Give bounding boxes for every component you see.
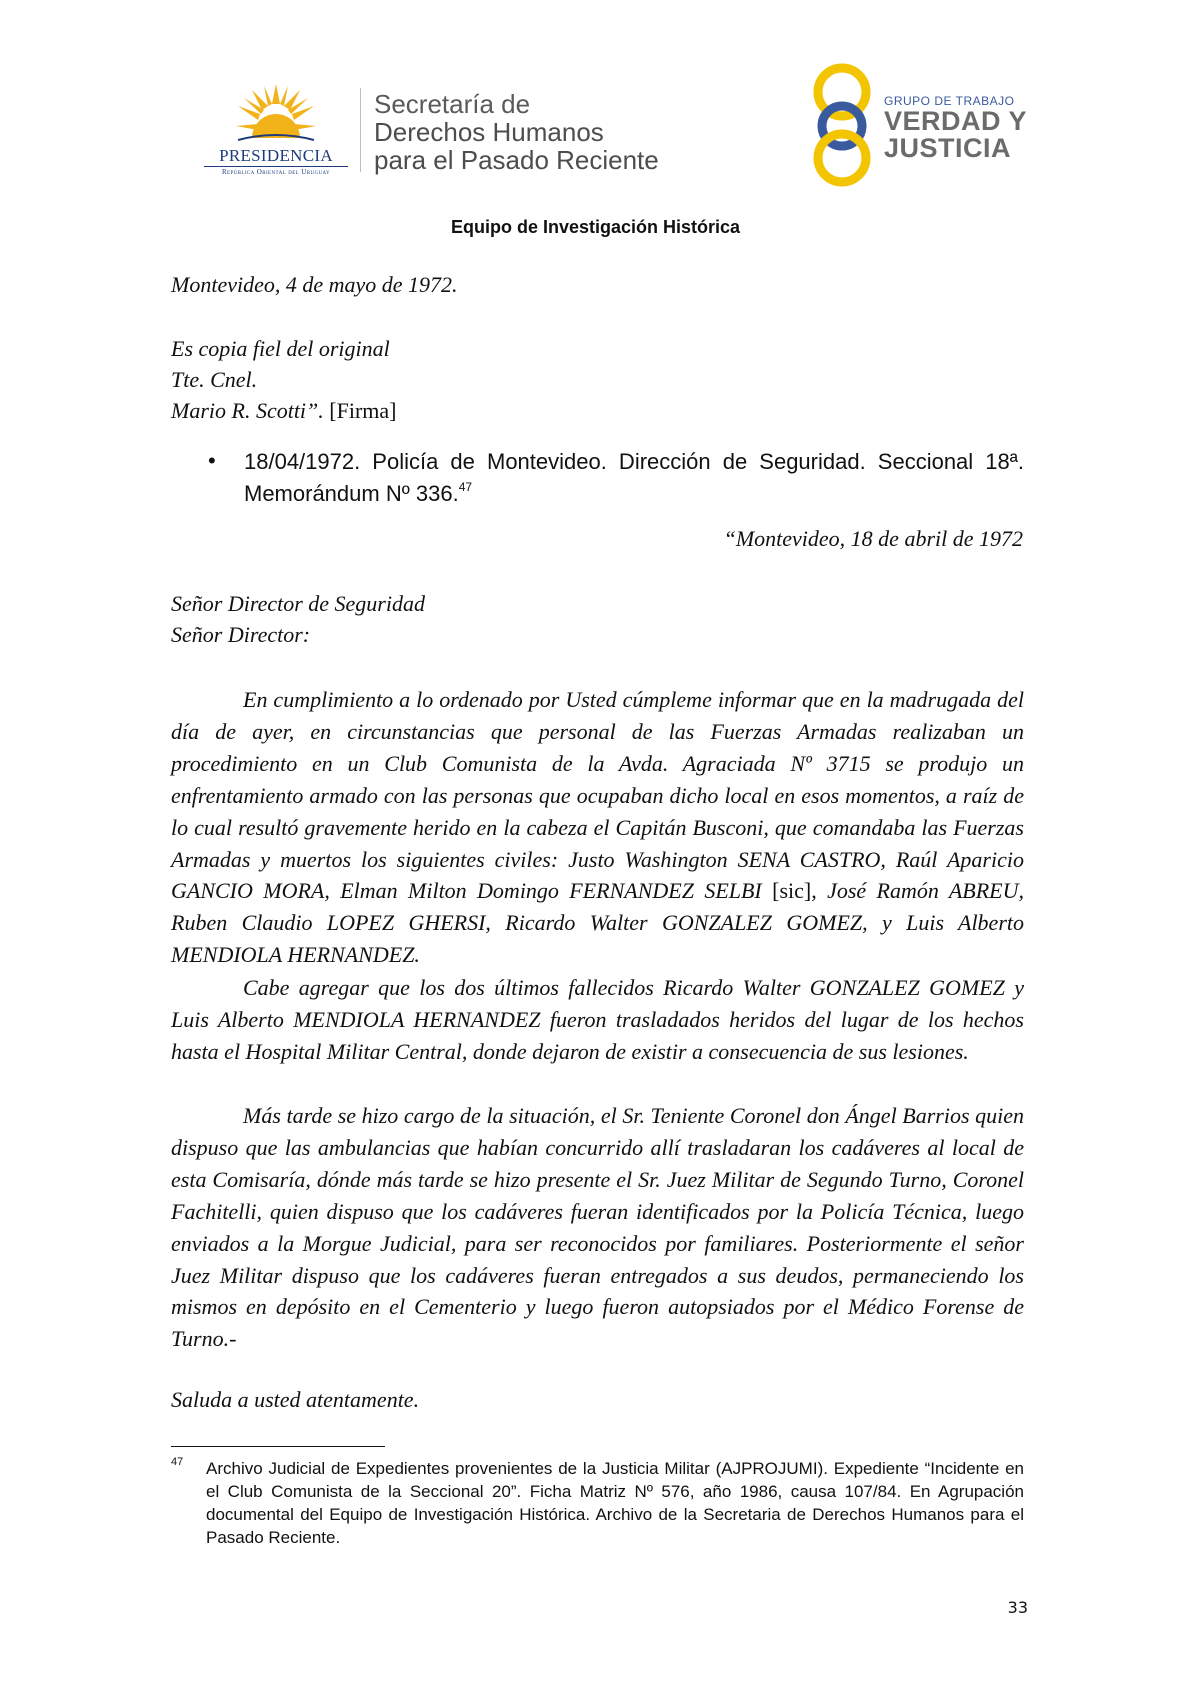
sic-note: [sic] (761, 878, 812, 904)
salutation-1: Señor Director de Seguridad (171, 591, 425, 616)
secretaria-wordmark (374, 90, 659, 174)
sun-emblem-icon (234, 82, 318, 144)
presidencia-name: PRESIDENCIA (219, 146, 333, 165)
paragraph-1-text-cont: , José Ramón ABREU, Ruben Claudio LOPEZ GHERSI, Ricardo Walter GONZALEZ GOMEZ, y Luis Alberto MENDIOLA HERNANDEZ. (171, 878, 1024, 968)
gtvj-title-line-1: VERDAD Y (884, 106, 1028, 136)
team-heading: Equipo de Investigación Histórica (450, 217, 741, 237)
paragraph-3: Más tarde se hizo cargo de la situación, el Sr. Teniente Coronel don Ángel Barrios quien dispuso que las ambulancias que habían concurrido allí trasladaran los cadáveres al local de esta Comisaría, dónde más tarde se hizo presente el Sr. Juez Militar de Segundo Turno, Coronel Fachitelli, quien dispuso que los cadáveres fueran identificados por la Policía Técnica, luego enviados a la Morgue Judicial, para ser reconocidos por familiares. Posteriormente el señor Juez Militar dispuso que los cadáveres fueran entregados a sus deudos, permaneciendo los mismos en depósito en el Cementerio y luego fueron autopsiados por el Médico Forense de Turno.- (171, 1103, 1024, 1352)
memo-date: “Montevideo, 18 de abril de 1972 (723, 526, 1023, 551)
paragraph-1 (171, 684, 1024, 971)
secretaria-line-2: Derechos Humanos (374, 117, 604, 147)
presidencia-subtitle: República Oriental del Uruguay (221, 168, 331, 176)
document-entry-text: 18/04/1972. Policía de Montevideo. Dirección de Seguridad. Seccional 18ª. Memorándum Nº 336. (244, 449, 1024, 506)
verdad-justicia-logo (808, 62, 1028, 188)
paragraph-2: Cabe agregar que los dos últimos fallecidos Ricardo Walter GONZALEZ GOMEZ y Luis Alberto MENDIOLA HERNANDEZ fueron trasladados heridos del lugar de los hechos hasta el Hospital Militar Central, donde dejaron de existir a consecuencia de sus lesiones. (171, 975, 1024, 1064)
footnote-rule (171, 1446, 385, 1447)
date-line: Montevideo, 4 de mayo de 1972. (171, 272, 458, 297)
copy-line-1: Es copia fiel del original (171, 336, 390, 361)
closing-line: Saluda a usted atentamente. (171, 1387, 420, 1412)
linked-rings-icon (808, 62, 878, 188)
signer-name: Mario R. Scotti”. (171, 398, 324, 423)
footnote-ref: 47 (458, 480, 473, 494)
document-entry (244, 446, 1024, 510)
signature-line (171, 398, 396, 424)
copy-line-2: Tte. Cnel. (171, 367, 258, 392)
gtvj-title (884, 108, 1027, 162)
bullet-icon: • (208, 448, 216, 473)
presidencia-logo (196, 82, 356, 182)
gtvj-title-line-2: JUSTICIA (884, 133, 1012, 163)
salutation-2: Señor Director: (171, 622, 311, 647)
secretaria-line-1: Secretaría de (374, 89, 531, 119)
footnote-number: 47 (171, 1456, 184, 1468)
page-number: 33 (1007, 1598, 1028, 1617)
signature-note: [Firma] (323, 398, 397, 423)
secretaria-line-3: para el Pasado Reciente (374, 145, 659, 175)
presidencia-rule (204, 166, 348, 167)
header-divider (360, 88, 361, 172)
footnote-text: Archivo Judicial de Expedientes provenientes de la Justicia Militar (AJPROJUMI). Expediente “Incidente en el Club Comunista de la Seccional 20”. Ficha Matriz Nº 576, año 1986, causa 107/84. En Agrupación documental del Equipo de Investigación Histórica. Archivo de la Secretaria de Derechos Humanos para el Pasado Reciente. (206, 1459, 1024, 1547)
paragraph-1-text: En cumplimiento a lo ordenado por Usted cúmpleme informar que en la madrugada del día de ayer, en circunstancias que personal de las Fuerzas Armadas realizaban un procedimiento en un Club Comunista de la Avda. Agraciada Nº 3715 se produjo un enfrentamiento armado con las personas que ocupaban dicho local en esos momentos, a raíz de lo cual resultó gravemente herido en la cabeza el Capitán Busconi, que comandaba las Fuerzas Armadas y muertos los siguientes civiles: Justo Washington SENA CASTRO, Raúl Aparicio GANCIO MORA, Elman Milton Domingo FERNANDEZ SELBI (171, 687, 1024, 904)
gtvj-small-caption: GRUPO DE TRABAJO (884, 94, 1015, 108)
